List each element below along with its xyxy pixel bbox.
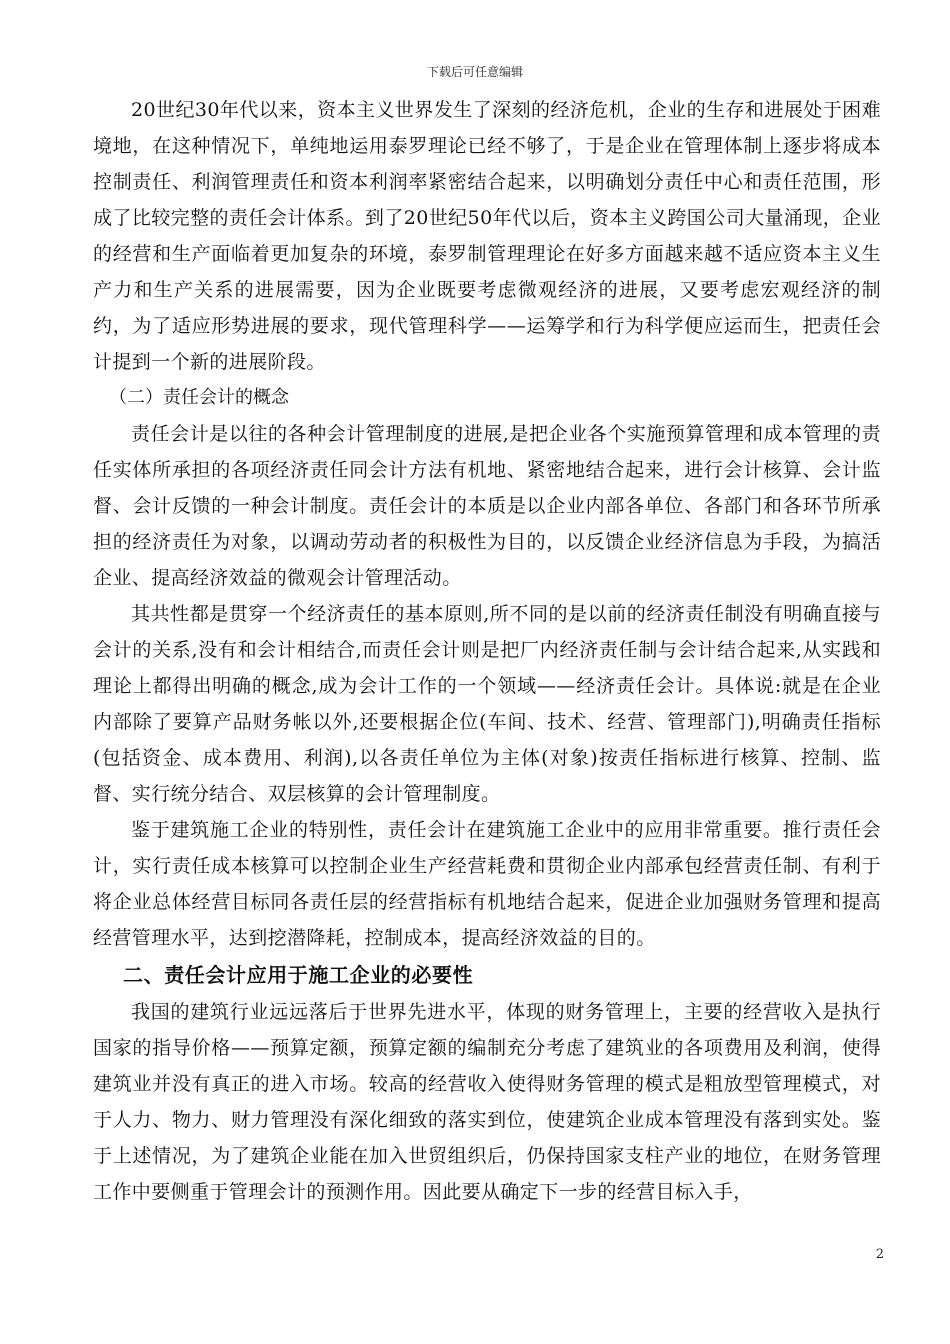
paragraph-commonality: 其共性都是贯穿一个经济责任的基本原则,所不同的是以前的经济责任制没有明确直接与会计的关系,没有和会计相结合,而责任会计则是把厂内经济责任制与会计结合起来,从实践和理论上都得出明确的概念,成为会计工作的一个领域——经济责任会计。具体说:就是在企业内部除了要算产品财务帐以外,还要根据企位(车间、技术、经营、管理部门),明确责任指标(包括资金、成本费用、利润),以各责任单位为主体(对象)按责任指标进行核算、控制、监督、实行统分结合、双层核算的会计管理制度。 [93,603,881,805]
header-note: 下载后可任意编辑 [426,65,523,79]
subheading-concept: （二）责任会计的概念 [109,387,289,408]
page-number: 2 [875,1247,884,1262]
paragraph-definition: 责任会计是以往的各种会计管理制度的进展,是把企业各个实施预算管理和成本管理的责任实体所承担的各项经济责任同会计方法有机地、紧密地结合起来，进行会计核算、会计监督、会计反馈的一种会计制度。责任会计的本质是以企业内部各单位、各部门和各环节所承担的经济责任为对象，以调动劳动者的积极性为目的，以反馈企业经济信息为手段，为搞活企业、提高经济效益的微观会计管理活动。 [93,423,881,589]
paragraph-construction: 鉴于建筑施工企业的特别性，责任会计在建筑施工企业中的应用非常重要。推行责任会计，实行责任成本核算可以控制企业生产经营耗费和贯彻企业内部承包经营责任制、有利于将企业总体经营目标同各责任层的经营指标有机地结合起来，促进企业加强财务管理和提高经营管理水平，达到挖潜降耗，控制成本，提高经济效益的目的。 [93,819,881,949]
paragraph-industry: 我国的建筑行业远远落后于世界先进水平，体现的财务管理上，主要的经营收入是执行国家的指导价格——预算定额，预算定额的编制充分考虑了建筑业的各项费用及利润，使得建筑业并没有真正的进入市场。较高的经营收入使得财务管理的模式是粗放型管理模式，对于人力、物力、财力管理没有深化细致的落实到位，使建筑企业成本管理没有落到实处。鉴于上述情况，为了建筑企业能在加入世贸组织后，仍保持国家支柱产业的地位，在财务管理工作中要侧重于管理会计的预测作用。因此要从确定下一步的经营目标入手， [93,1001,881,1203]
body-text [93,92,881,1210]
paragraph-history: 20世纪30年代以来，资本主义世界发生了深刻的经济危机，企业的生存和进展处于困难境地，在这种情况下，单纯地运用泰罗理论已经不够了，于是企业在管理体制上逐步将成本控制责任、利润管理责任和资本利润率紧密结合起来，以明确划分责任中心和责任范围，形成了比较完整的责任会计体系。到了20世纪50年代以后，资本主义跨国公司大量涌现，企业的经营和生产面临着更加复杂的环境，泰罗制管理理论在好多方面越来越不适应资本主义生产力和生产关系的进展需要，因为企业既要考虑微观经济的进展，又要考虑宏观经济的制约，为了适应形势进展的要求，现代管理科学——运筹学和行为科学便应运而生，把责任会计提到一个新的进展阶段。 [93,99,881,373]
section-heading-necessity: 二、责任会计应用于施工企业的必要性 [123,963,474,987]
